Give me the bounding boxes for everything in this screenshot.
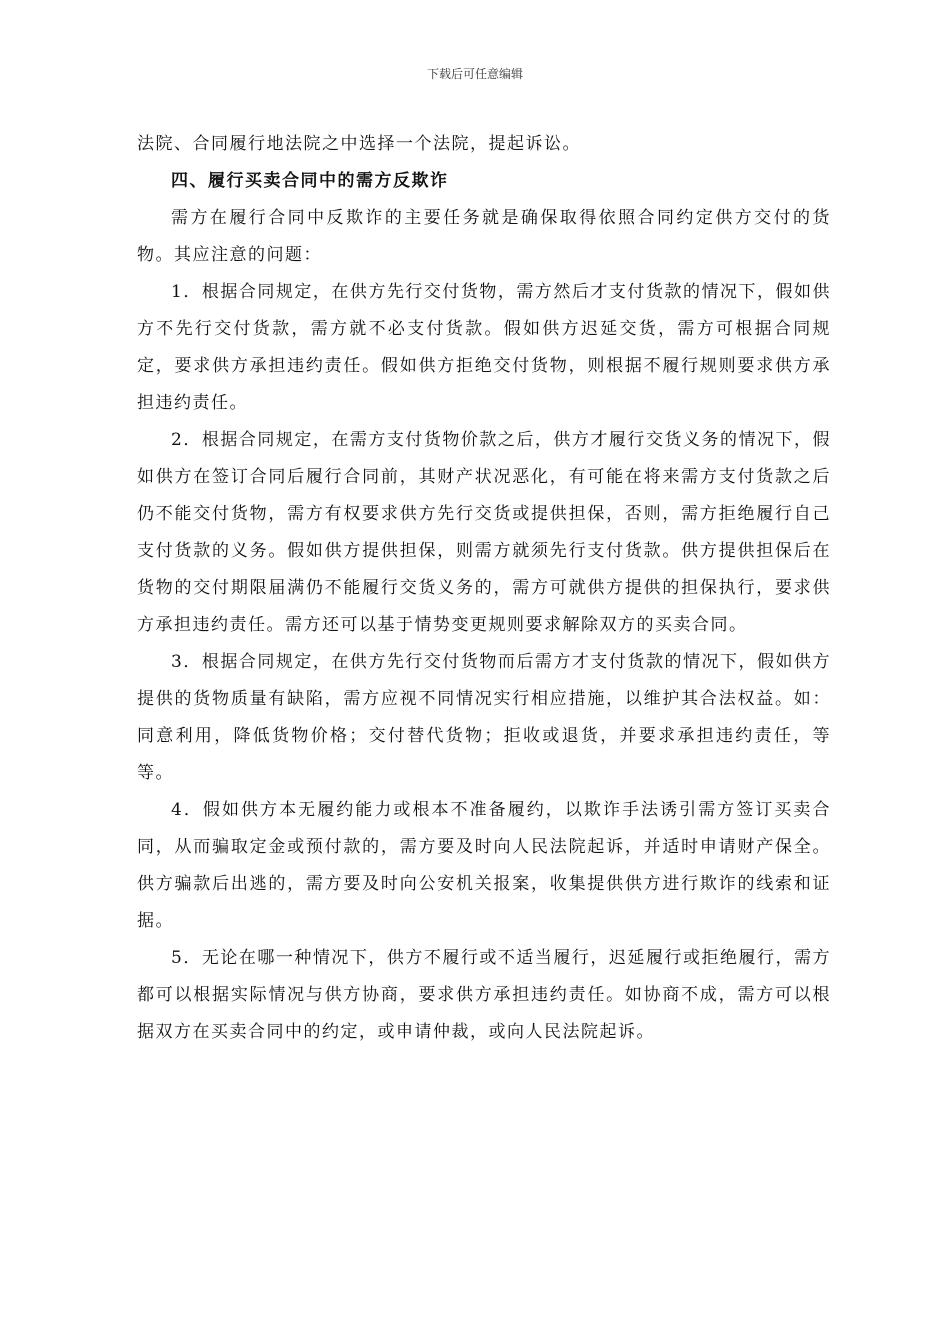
document-body [137, 126, 831, 1051]
paragraph-continuation: 法院、合同履行地法院之中选择一个法院，提起诉讼。 [137, 134, 581, 154]
paragraph-item-5: 5．无论在哪一种情况下，供方不履行或不适当履行，迟延履行或拒绝履行，需方都可以根据实际情况与供方协商，要求供方承担违约责任。如协商不成，需方可以根据双方在买卖合同中的约定，或申请仲裁，或向人民法院起诉。 [137, 948, 831, 1042]
section-heading: 四、履行买卖合同中的需方反欺诈 [171, 171, 449, 191]
paragraph-item-4: 4．假如供方本无履约能力或根本不准备履约，以欺诈手法诱引需方签订买卖合同，从而骗取定金或预付款的，需方要及时向人民法院起诉，并适时申请财产保全。供方骗款后出逃的，需方要及时向公安机关报案，收集提供供方进行欺诈的线索和证据。 [137, 800, 831, 931]
paragraph-item-2: 2．根据合同规定，在需方支付货物价款之后，供方才履行交货义务的情况下，假如供方在签订合同后履行合同前，其财产状况恶化，有可能在将来需方支付货款之后仍不能交付货物，需方有权要求供方先行交货或提供担保，否则，需方拒绝履行自己支付货款的义务。假如供方提供担保，则需方就须先行支付货款。供方提供担保后在货物的交付期限届满仍不能履行交货义务的，需方可就供方提供的担保执行，要求供方承担违约责任。需方还可以基于情势变更规则要求解除双方的买卖合同。 [137, 430, 831, 635]
page-header: 下载后可任意编辑 [426, 67, 523, 81]
paragraph-item-3: 3．根据合同规定，在供方先行交付货物而后需方才支付货款的情况下，假如供方提供的货物质量有缺陷，需方应视不同情况实行相应措施，以维护其合法权益。如：同意利用，降低货物价格；交付替代货物；拒收或退货，并要求承担违约责任，等等。 [137, 652, 831, 783]
paragraph-intro: 需方在履行合同中反欺诈的主要任务就是确保取得依照合同约定供方交付的货物。其应注意的问题： [137, 208, 831, 265]
paragraph-item-1: 1．根据合同规定，在供方先行交付货物，需方然后才支付货款的情况下，假如供方不先行交付货款，需方就不必支付货款。假如供方迟延交货，需方可根据合同规定，要求供方承担违约责任。假如供方拒绝交付货物，则根据不履行规则要求供方承担违约责任。 [137, 282, 831, 413]
